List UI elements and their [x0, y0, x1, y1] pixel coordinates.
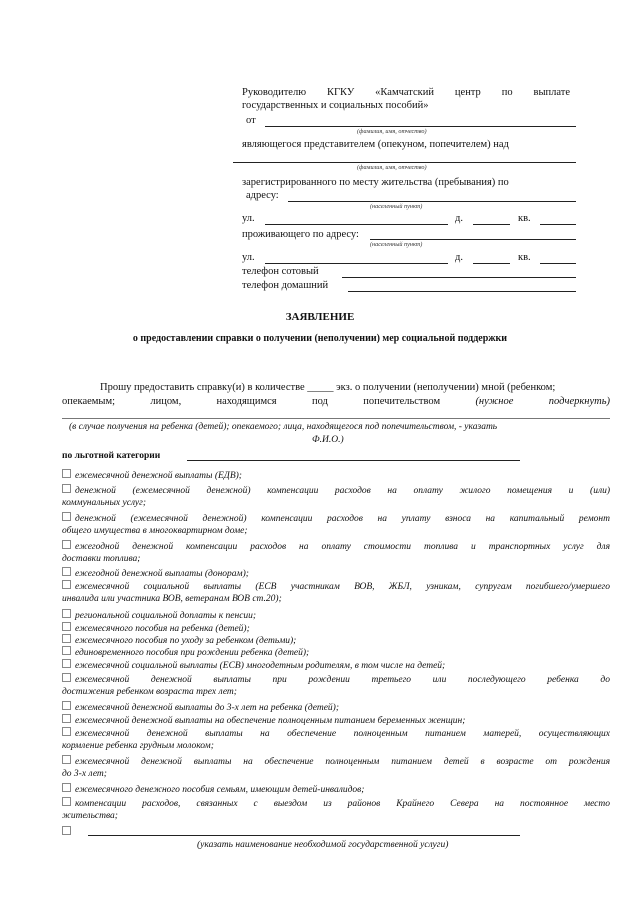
benefit-checkbox[interactable]	[62, 673, 71, 682]
benefit-item[interactable]	[62, 646, 610, 659]
addressee-line-2: государственных и социальных пособий»	[242, 100, 429, 111]
street-input-line[interactable]	[265, 224, 448, 225]
benefit-item[interactable]	[62, 701, 610, 714]
registered-label: зарегистрированного по месту жительства (пребывания) по	[242, 177, 509, 188]
benefit-label: ежемесячной денежной выплаты до 3-х лет на ребенка (детей);	[75, 703, 340, 713]
apt-label-2: кв.	[518, 252, 531, 263]
benefit-item[interactable]	[62, 714, 610, 727]
request-word: опекаемым;	[62, 396, 116, 407]
category-input-line[interactable]	[187, 460, 520, 461]
request-line-2	[62, 395, 610, 408]
custom-service-input-line[interactable]	[88, 835, 520, 836]
benefit-label: региональной социальной доплаты к пенсии;	[75, 611, 257, 621]
apt-input-line[interactable]	[540, 224, 576, 225]
benefit-item[interactable]	[62, 783, 610, 796]
benefit-label: жительства;	[62, 811, 118, 821]
benefit-checkbox[interactable]	[62, 512, 71, 521]
home-phone-label: телефон домашний	[242, 280, 329, 291]
fio-caption: (фамилия, имя, отчество)	[357, 128, 427, 135]
benefit-item[interactable]	[62, 484, 610, 509]
custom-item-checkbox[interactable]	[62, 826, 71, 835]
benefit-checkbox[interactable]	[62, 540, 71, 549]
benefit-item[interactable]	[62, 512, 610, 537]
house-input-line[interactable]	[473, 224, 510, 225]
custom-item	[62, 826, 75, 837]
benefit-label: ежемесячного пособия на ребенка (детей);	[75, 624, 250, 634]
benefit-label: ежемесячной денежной выплаты на обеспечение полноценным питанием беременных женщин;	[75, 716, 466, 726]
request-line-1: Прошу предоставить справку(и) в количестве _____ экз. о получении (неполучении) мной (ребенком;	[100, 382, 556, 393]
benefit-checkbox[interactable]	[62, 622, 71, 631]
benefit-checkbox[interactable]	[62, 659, 71, 668]
footer-caption: (указать наименование необходимой государственной услуги)	[197, 840, 449, 850]
benefit-item[interactable]	[62, 797, 610, 822]
benefit-checkbox[interactable]	[62, 755, 71, 764]
benefit-label: ежемесячной денежной выплаты (ЕДВ);	[75, 471, 242, 481]
street-label-2: ул.	[242, 252, 255, 263]
underline-note-word: (нужное	[475, 396, 514, 407]
benefit-checkbox[interactable]	[62, 580, 71, 589]
benefit-label: ежегодной денежной компенсации расходов на оплату стоимости топлива и транспортных услуг для	[75, 542, 610, 552]
benefit-label: денежной (ежемесячной денежной) компенсации расходов на уплату взноса на капитальный ремонт	[75, 514, 610, 524]
mobile-phone-input-line[interactable]	[342, 277, 576, 278]
settlement-caption: (населенный пункт)	[370, 203, 423, 210]
benefit-label: денежной (ежемесячной денежной) компенсации расходов на оплату жилого помещения и (или)	[75, 486, 610, 496]
benefit-checkbox[interactable]	[62, 783, 71, 792]
benefit-label: компенсации расходов, связанных с выездом из районов Крайнего Севера на постоянное место	[75, 799, 610, 809]
benefit-label: ежемесячной социальной выплаты (ЕСВ участникам ВОВ, ЖБЛ, узникам, супругам погибшего/умершего	[75, 582, 610, 592]
address-label: адресу:	[246, 190, 279, 201]
benefit-label: доставки топлива;	[62, 554, 141, 564]
benefit-label: ежегодной денежной выплаты (донорам);	[75, 569, 249, 579]
benefit-label: единовременного пособия при рождении ребенка (детей);	[75, 648, 310, 658]
hint-line-2: Ф.И.О.)	[312, 435, 344, 445]
benefit-item[interactable]	[62, 580, 610, 605]
benefit-label: ежемесячной денежной выплаты при рождении третьего или последующего ребенка до	[75, 675, 610, 685]
benefit-label: ежемесячного денежного пособия семьям, имеющим детей-инвалидов;	[75, 785, 365, 795]
fio-input-line[interactable]	[265, 126, 576, 127]
benefit-item[interactable]	[62, 540, 610, 565]
benefit-label: ежемесячной социальной выплаты (ЕСВ) многодетным родителям, в том числе на детей;	[75, 661, 446, 671]
settlement-caption-2: (населенный пункт)	[370, 241, 423, 248]
document-title: ЗАЯВЛЕНИЕ	[285, 311, 355, 323]
benefit-item[interactable]	[62, 727, 610, 752]
request-word: лицом,	[150, 396, 182, 407]
living-settlement-input-line[interactable]	[370, 239, 576, 240]
house-label-2: д.	[455, 252, 463, 263]
benefit-label: ежемесячного пособия по уходу за ребенком (детьми);	[75, 636, 297, 646]
home-phone-input-line[interactable]	[348, 291, 576, 292]
category-label: по льготной категории	[62, 451, 161, 461]
addressee-line-1: Руководителю КГКУ «Камчатский центр по выплате	[242, 87, 570, 98]
underline-note-word: подчеркнуть)	[548, 396, 610, 407]
street-input-line-2[interactable]	[265, 263, 448, 264]
living-address-label: проживающего по адресу:	[242, 229, 359, 240]
benefit-checkbox[interactable]	[62, 469, 71, 478]
request-word: находящимся	[216, 396, 277, 407]
benefit-item[interactable]	[62, 673, 610, 698]
ward-name-input-line[interactable]	[62, 418, 610, 419]
benefit-item[interactable]	[62, 567, 610, 580]
document-subtitle: о предоставлении справки о получении (неполучении) мер социальной поддержки	[132, 333, 508, 344]
ward-fio-input-line[interactable]	[233, 162, 576, 163]
hint-line-1: (в случае получения на ребенка (детей); опекаемого; лица, находящегося под попечительством, - указать	[69, 422, 498, 432]
mobile-phone-label: телефон сотовый	[242, 266, 319, 277]
benefit-checkbox[interactable]	[62, 701, 71, 710]
benefit-checkbox[interactable]	[62, 727, 71, 736]
benefit-label: общего имущества в многоквартирном доме;	[62, 526, 248, 536]
benefit-label: инвалида или участника ВОВ, ветеранам ВОВ ст.20);	[62, 594, 282, 604]
street-label: ул.	[242, 213, 255, 224]
benefit-checkbox[interactable]	[62, 484, 71, 493]
settlement-input-line[interactable]	[288, 201, 576, 202]
benefit-checkbox[interactable]	[62, 634, 71, 643]
house-label: д.	[455, 213, 463, 224]
benefit-label: кормление ребенка грудным молоком;	[62, 741, 214, 751]
representative-label: являющегося представителем (опекуном, попечителем) над	[242, 139, 509, 150]
request-word: под	[311, 396, 328, 407]
benefit-item[interactable]	[62, 659, 610, 672]
fio-caption-2: (фамилия, имя, отчество)	[357, 164, 427, 171]
benefit-label: коммунальных услуг;	[62, 498, 147, 508]
benefit-label: ежемесячной денежной выплаты на обеспечение полноценным питанием матерей, осуществляющих	[75, 729, 610, 739]
benefit-item[interactable]	[62, 755, 610, 780]
request-word: попечительством	[363, 396, 441, 407]
benefit-label: до 3-х лет;	[62, 769, 107, 779]
benefit-checkbox[interactable]	[62, 609, 71, 618]
from-label: от	[246, 115, 256, 126]
apt-input-line-2[interactable]	[540, 263, 576, 264]
benefit-label: достижения ребенком возраста трех лет;	[62, 687, 237, 697]
benefit-checkbox[interactable]	[62, 646, 71, 655]
benefit-item[interactable]	[62, 469, 610, 482]
benefit-label: ежемесячной денежной выплаты на обеспечение полноценным питанием детей в возрасте от рождения	[75, 757, 610, 767]
benefit-checkbox[interactable]	[62, 567, 71, 576]
apt-label: кв.	[518, 213, 531, 224]
benefit-checkbox[interactable]	[62, 797, 71, 806]
benefit-item[interactable]	[62, 609, 610, 622]
house-input-line-2[interactable]	[473, 263, 510, 264]
benefit-checkbox[interactable]	[62, 714, 71, 723]
